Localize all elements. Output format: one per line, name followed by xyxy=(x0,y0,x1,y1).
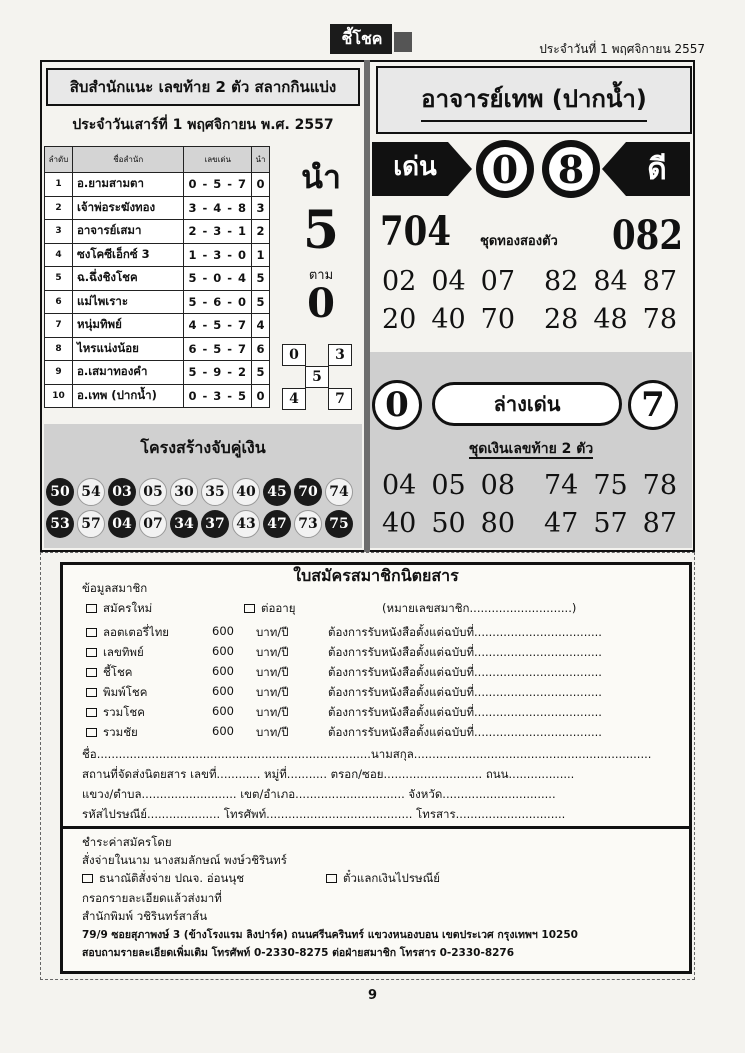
row-index: 1 xyxy=(45,173,73,197)
magazine-price: 600 xyxy=(212,724,234,738)
pair-number: 74 xyxy=(325,478,353,506)
checkbox-icon[interactable] xyxy=(86,728,97,737)
silver-number: 50 xyxy=(431,508,466,539)
lead-value: 5 xyxy=(302,200,340,261)
row-lead: 1 xyxy=(252,243,270,267)
gold-number: 20 xyxy=(382,304,417,335)
silver-number: 05 xyxy=(431,470,466,501)
magazine-price: 600 xyxy=(212,624,234,638)
magazine-unit: บาท/ปี xyxy=(256,645,289,659)
magazine-unit: บาท/ปี xyxy=(256,625,289,639)
magazine-logo xyxy=(330,22,414,56)
silver-number: 57 xyxy=(593,508,628,539)
silver-number: 04 xyxy=(382,470,417,501)
silver-number: 80 xyxy=(480,508,516,539)
row-index: 6 xyxy=(45,290,73,314)
pair-number: 40 xyxy=(232,478,260,506)
gold-left-number: 704 xyxy=(380,208,451,255)
row-numbers: 6 - 5 - 7 xyxy=(184,337,252,361)
table-row xyxy=(45,337,270,361)
row-numbers: 5 - 9 - 2 xyxy=(184,361,252,385)
row-lead: 2 xyxy=(252,220,270,244)
col-header-lead: นำ xyxy=(252,147,270,173)
payment-option-postal-order[interactable] xyxy=(326,870,440,888)
ranking-table xyxy=(44,146,270,408)
zip-phone-field[interactable]: รหัสไปรษณีย์.................... โทรศัพท์........................................ โทรสาร.............................. xyxy=(82,807,566,821)
send-title: กรอกรายละเอียดแล้วส่งมาที่ xyxy=(82,891,222,905)
contact-info: สอบถามรายละเอียดเพิ่มเติม โทรศัพท์ 0-2330-8275 ต่อฝ่ายสมาชิก โทรสาร 0-2330-8276 xyxy=(82,947,515,959)
gold-row xyxy=(382,304,692,335)
payment-option-label: ธนาณัติสั่งจ่าย ปณจ. อ่อนนุช xyxy=(99,871,245,885)
pair-number: 53 xyxy=(46,510,74,538)
magazine-name: เลขทิพย์ xyxy=(103,645,144,659)
silver-row xyxy=(382,470,692,501)
row-name: อ.ยามสามตา xyxy=(72,173,184,197)
row-numbers: 5 - 6 - 0 xyxy=(184,290,252,314)
pair-number: 34 xyxy=(170,510,198,538)
name-field[interactable]: ชื่อ...........................................................................นามสกุล................................................................. xyxy=(82,747,652,761)
row-index: 7 xyxy=(45,314,73,338)
pair-number: 30 xyxy=(170,478,198,506)
table-row xyxy=(45,243,270,267)
pair-number: 73 xyxy=(294,510,322,538)
checkbox-icon[interactable] xyxy=(86,668,97,677)
low-right-digit: 7 xyxy=(628,380,678,430)
magazine-name: ลอตเตอรี่ไทย xyxy=(103,625,170,639)
magazine-unit: บาท/ปี xyxy=(256,725,289,739)
form-section-label: ข้อมูลสมาชิก xyxy=(82,581,148,595)
silver-number: 08 xyxy=(480,470,516,501)
row-name: อ.เสมาทองคำ xyxy=(72,361,184,385)
table-row xyxy=(45,314,270,338)
silver-number: 87 xyxy=(642,508,677,539)
pair-number: 04 xyxy=(108,510,136,538)
start-issue-field[interactable]: ต้องการรับหนังสือตั้งแต่ฉบับที่................................... xyxy=(328,645,602,659)
row-lead: 3 xyxy=(252,196,270,220)
silver-number: 74 xyxy=(543,470,579,501)
grid-cell: 4 xyxy=(282,388,306,410)
ranking-title: สิบสำนักแนะ เลขท้าย 2 ตัว สลากกินแบ่ง xyxy=(46,68,360,106)
pair-number: 54 xyxy=(77,478,105,506)
gold-number: 04 xyxy=(431,266,466,297)
magazine-price: 600 xyxy=(212,644,234,658)
gold-number: 84 xyxy=(593,266,628,297)
issue-date: ประจำวันที่ 1 พฤศจิกายน 2557 xyxy=(539,42,705,56)
pair-number: 75 xyxy=(325,510,353,538)
row-lead: 5 xyxy=(252,267,270,291)
row-numbers: 5 - 0 - 4 xyxy=(184,267,252,291)
magazine-option[interactable] xyxy=(86,664,132,682)
row-index: 2 xyxy=(45,196,73,220)
row-numbers: 0 - 5 - 7 xyxy=(184,173,252,197)
table-row xyxy=(45,196,270,220)
form-divider xyxy=(60,826,692,829)
grid-cell: 3 xyxy=(328,344,352,366)
row-numbers: 1 - 3 - 0 xyxy=(184,243,252,267)
col-header-numbers: เลขเด่น xyxy=(184,147,252,173)
gold-number: 48 xyxy=(593,304,628,335)
row-name: ซงโคซีเอ็กซ์ 3 xyxy=(72,243,184,267)
checkbox-icon[interactable] xyxy=(244,604,255,613)
row-index: 8 xyxy=(45,337,73,361)
pair-number: 50 xyxy=(46,478,74,506)
row-index: 5 xyxy=(45,267,73,291)
ranking-subtitle: ประจำวันเสาร์ที่ 1 พฤศจิกายน พ.ศ. 2557 xyxy=(72,117,334,133)
row-numbers: 3 - 4 - 8 xyxy=(184,196,252,220)
gold-right-number: 082 xyxy=(612,212,683,259)
form-title: ใบสมัครสมาชิกนิตยสาร xyxy=(293,566,459,585)
gold-number: 28 xyxy=(543,304,579,335)
checkbox-icon[interactable] xyxy=(326,874,337,883)
checkbox-icon[interactable] xyxy=(86,628,97,637)
gold-number: 02 xyxy=(382,266,417,297)
low-lead-label: ล่างเด่น xyxy=(432,382,622,426)
magazine-name: พิมพ์โชค xyxy=(103,685,148,699)
magazine-unit: บาท/ปี xyxy=(256,685,289,699)
gold-number: 82 xyxy=(543,266,579,297)
gold-number: 78 xyxy=(642,304,677,335)
table-row xyxy=(45,267,270,291)
silver-set-label-text: ชุดเงินเลขท้าย 2 ตัว xyxy=(468,441,594,457)
lead-digit-value: 8 xyxy=(549,147,593,191)
magazine-name: รวมชัย xyxy=(103,725,138,739)
pair-number: 05 xyxy=(139,478,167,506)
start-issue-field[interactable]: ต้องการรับหนังสือตั้งแต่ฉบับที่................................... xyxy=(328,665,602,679)
magazine-option[interactable] xyxy=(86,684,147,702)
pair-number: 37 xyxy=(201,510,229,538)
new-member-option[interactable] xyxy=(86,600,152,618)
gold-number: 70 xyxy=(480,304,516,335)
start-issue-field[interactable]: ต้องการรับหนังสือตั้งแต่ฉบับที่................................... xyxy=(328,685,602,699)
pair-number: 45 xyxy=(263,478,291,506)
col-header-name: ชื่อสำนัก xyxy=(72,147,184,173)
pair-number: 07 xyxy=(139,510,167,538)
silver-row xyxy=(382,508,692,539)
row-index: 9 xyxy=(45,361,73,385)
pairs-title: โครงสร้างจับคู่เงิน xyxy=(140,438,266,457)
start-issue-field[interactable]: ต้องการรับหนังสือตั้งแต่ฉบับที่................................... xyxy=(328,705,602,719)
silver-number: 40 xyxy=(382,508,417,539)
checkbox-icon[interactable] xyxy=(86,708,97,717)
row-lead: 6 xyxy=(252,337,270,361)
row-lead: 5 xyxy=(252,361,270,385)
member-number-field[interactable]: (หมายเลขสมาชิก............................) xyxy=(382,601,577,615)
page-number: 9 xyxy=(367,988,378,1003)
new-member-label: สมัครใหม่ xyxy=(103,601,153,615)
checkbox-icon[interactable] xyxy=(86,688,97,697)
pair-number: 70 xyxy=(294,478,322,506)
magazine-price: 600 xyxy=(212,684,234,698)
row-name: ไหรแน่งน้อย xyxy=(72,337,184,361)
pair-number: 47 xyxy=(263,510,291,538)
checkbox-icon[interactable] xyxy=(86,604,97,613)
magazine-name: รวมโชค xyxy=(103,705,145,719)
renew-option[interactable] xyxy=(244,600,295,618)
district-field[interactable]: แขวง/ตำบล.......................... เขต/อำเภอ.............................. จังหวัด............................... xyxy=(82,787,556,801)
table-header-row xyxy=(45,147,270,173)
renew-label: ต่ออายุ xyxy=(261,601,296,615)
publisher-name: สำนักพิมพ์ วชิรินทร์สาส์น xyxy=(82,909,208,923)
payment-option-money-order[interactable] xyxy=(82,870,244,888)
logo-text: ชี้โชค xyxy=(341,29,383,48)
col-header-index: ลำดับ xyxy=(45,147,73,173)
low-left-digit: 0 xyxy=(372,380,422,430)
payment-option-label: ตั๋วแลกเงินไปรษณีย์ xyxy=(343,871,441,885)
pair-number: 43 xyxy=(232,510,260,538)
pair-number: 57 xyxy=(77,510,105,538)
good-arrow-label: ดี xyxy=(647,152,667,187)
row-name: ฉ.ฉึ่งชิงโชค xyxy=(72,267,184,291)
row-name: อ.เทพ (ปากน้ำ) xyxy=(72,384,184,408)
gold-row xyxy=(382,266,692,297)
magazine-option[interactable] xyxy=(86,704,145,722)
row-index: 10 xyxy=(45,384,73,408)
start-issue-field[interactable]: ต้องการรับหนังสือตั้งแต่ฉบับที่................................... xyxy=(328,725,602,739)
gold-number: 40 xyxy=(431,304,466,335)
row-index: 4 xyxy=(45,243,73,267)
row-numbers: 4 - 5 - 7 xyxy=(184,314,252,338)
silver-number: 47 xyxy=(543,508,579,539)
checkbox-icon[interactable] xyxy=(86,648,97,657)
table-row xyxy=(45,220,270,244)
row-name: แม่ไพเราะ xyxy=(72,290,184,314)
checkbox-icon[interactable] xyxy=(82,874,93,883)
row-numbers: 0 - 3 - 5 xyxy=(184,384,252,408)
grid-cell: 0 xyxy=(282,344,306,366)
silver-set-label xyxy=(370,438,692,460)
pair-number: 03 xyxy=(108,478,136,506)
row-lead: 0 xyxy=(252,384,270,408)
magazine-option[interactable] xyxy=(86,644,144,662)
magazine-price: 600 xyxy=(212,664,234,678)
magazine-option[interactable] xyxy=(86,624,169,642)
row-lead: 5 xyxy=(252,290,270,314)
follow-value: 0 xyxy=(307,280,335,327)
grid-cell: 7 xyxy=(328,388,352,410)
row-name: เจ้าพ่อระฆังทอง xyxy=(72,196,184,220)
lead-arrow-label: เด่น xyxy=(393,152,437,182)
silver-number: 75 xyxy=(593,470,628,501)
magazine-unit: บาท/ปี xyxy=(256,705,289,719)
row-lead: 4 xyxy=(252,314,270,338)
magazine-name: ชี้โชค xyxy=(103,665,133,679)
lead-digit xyxy=(476,140,534,198)
row-index: 3 xyxy=(45,220,73,244)
gold-number: 87 xyxy=(642,266,677,297)
table-row xyxy=(45,173,270,197)
silver-number: 78 xyxy=(642,470,677,501)
follow-label: ตาม xyxy=(308,268,334,283)
grid-cell: 5 xyxy=(305,366,329,388)
payment-title: ชำระค่าสมัครโดย xyxy=(82,835,172,849)
lead-digit xyxy=(542,140,600,198)
row-lead: 0 xyxy=(252,173,270,197)
magazine-price: 600 xyxy=(212,704,234,718)
row-numbers: 2 - 3 - 1 xyxy=(184,220,252,244)
magazine-unit: บาท/ปี xyxy=(256,665,289,679)
address-field[interactable]: สถานที่จัดส่งนิตยสาร เลขที่............ หมู่ที่........... ตรอก/ซอย........................... ถนน.................. xyxy=(82,767,575,781)
gold-number: 07 xyxy=(480,266,516,297)
magazine-option[interactable] xyxy=(86,724,138,742)
row-name: หนุ่มทิพย์ xyxy=(72,314,184,338)
publisher-address: 79/9 ซอยสุภาพงษ์ 3 (ข้างโรงแรม ลิงปาร์ค) ถนนศรีนครินทร์ แขวงหนองบอน เขตประเวศ กรุงเทพฯ 10250 xyxy=(82,929,578,941)
lead-label: นำ xyxy=(301,158,341,196)
lead-digit-value: 0 xyxy=(483,147,527,191)
master-title xyxy=(376,66,692,134)
pair-number: 35 xyxy=(201,478,229,506)
start-issue-field[interactable]: ต้องการรับหนังสือตั้งแต่ฉบับที่................................... xyxy=(328,625,602,639)
master-title-text: อาจารย์เทพ (ปากน้ำ) xyxy=(421,79,647,122)
row-name: อาจารย์เสมา xyxy=(72,220,184,244)
table-row xyxy=(45,361,270,385)
payee-text: สั่งจ่ายในนาม นางสมลักษณ์ พงษ์วชิรินทร์ xyxy=(82,853,287,867)
table-row xyxy=(45,290,270,314)
table-row xyxy=(45,384,270,408)
gold-set-label: ชุดทองสองตัว xyxy=(480,234,558,249)
